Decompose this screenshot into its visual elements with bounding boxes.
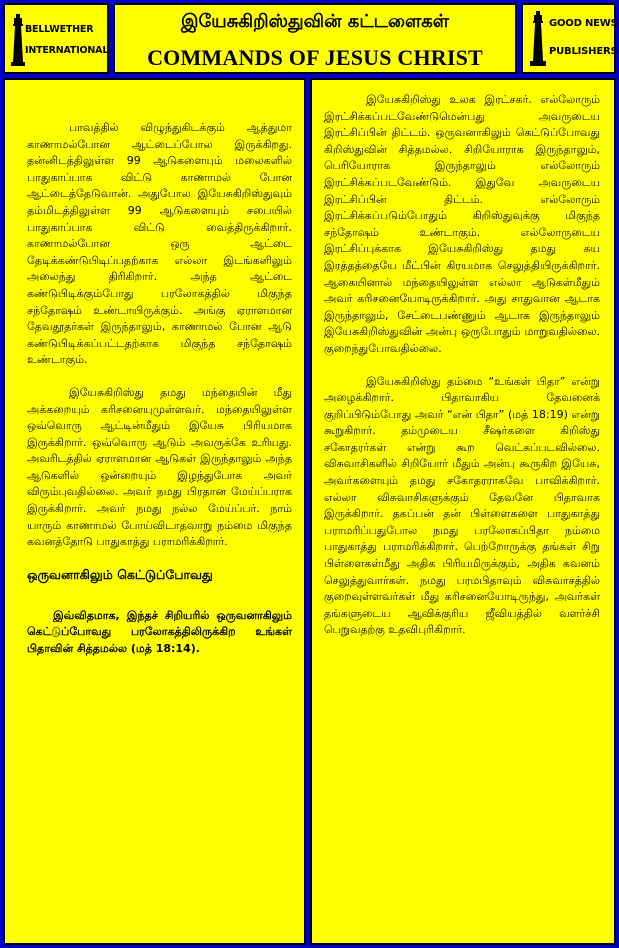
logo-line1: GOOD NEWS <box>549 18 618 29</box>
paragraph: பாவத்தில் விழுந்துகிடக்கும் ஆத்துமா காணாமல்போன ஆட்டைப்போல இருக்கிறது. தன்னிடத்திலுள்ள 99 ஆடுகளையும் மலைகளில் பாதுகாப்பாக விட்டு காணாமல் போன ஆட்டைத்தேடுவான். அதுபோல இயேசுகிறிஸ்துவும் தம்மிடத்திலுள்ள 99 ஆடுகளையும் சபையில் பாதுகாப்பாக விட்டு வைத்திருக்கிறார். காணாமல்போன ஒரு ஆட்டை தேடிக்கண்டுபிடிப்பதற்காக எல்லா இடங்களிலும் அலைந்து திரிகிறார். அந்த ஆட்டை கண்டுபிடிக்கும்போது பரலோகத்தில் மிகுந்த சந்தோஷம் உண்டாயிருக்கும். அங்கு ஏராளமான தேவதூதர்கள் இருந்தாலும், காணாமல் போன ஆடு கண்டுபிடிக்கப்பட்டதற்காக மிகுந்த சந்தோஷம் உண்டாகும். <box>27 121 292 367</box>
paragraph: இயேசுகிறிஸ்து உலக இரட்சகர். எல்லோரும் இரட்சிக்கப்படவேண்டுமென்பது அவருடைய இரட்சிப்பின் திட்டம். ஒருவனாகிலும் கெட்டுப்போவது கிறிஸ்துவின் சித்தமல்ல. சிறியோராக இருந்தாலும், பெரியோராக இருந்தாலும் எல்லோரும் இரட்சிக்கப்படவேண்டும். இதுவே அவருடைய இரட்சிப்பின் திட்டம். எல்லோரும் இரட்சிக்கப்படும்போதும் கிறிஸ்துவுக்கு மிகுந்த சந்தோஷம் உண்டாகும். எல்லோருடைய இரட்சிப்புக்காக இயேசுகிறிஸ்து தமது சுய இரத்தத்தையே மீட்பின் கிரயமாக செலுத்தியிருக்கிறார். ஆகையினால் மந்தையிலுள்ள எல்லா ஆடுகள்மீதும் அவர் கரிசனையோடிருக்கிறார். அது சாதுவான ஆடாக இருந்தாலும், சேட்டைபண்ணும் ஆடாக இருந்தாலும் இயேசுகிறிஸ்துவின் அன்பு ஒருபோதும் மாறுவதில்லை. குறைந்துபோவதில்லை. <box>324 93 600 355</box>
good-news-publishers-logo <box>521 3 616 74</box>
logo-line2: INTERNATIONAL <box>25 45 109 56</box>
logo-line1: BELLWETHER <box>25 24 94 35</box>
left-column <box>3 78 306 945</box>
page-title-english: COMMANDS OF JESUS CHRIST <box>147 45 483 70</box>
paragraph: இயேசுகிறிஸ்து தமது மந்தையின் மீது அக்கறையும் கரிசனையுமுள்ளவர். மந்தையிலுள்ள ஒவ்வொரு ஆட்டின்மீதும் இயேசு பிரியமாக இருக்கிறார். ஒவ்வொரு ஆடும் அவருக்கே உரியது. அவரிடத்தில் ஏராளமான ஆடுகள் இருந்தாலும் அந்த ஆடுகளில் ஒன்றையும் இழந்துபோக அவர் விரும்புவதில்லை. அவர் நமது பிரதான மேய்ப்பராக இருக்கிறார். அவர் நமது நல்ல மேய்ப்பர். நாம் யாரும் காணாமல் போய்விடாதவாறு நம்மை மிகுந்த கவனத்தோடு பாதுகாத்து பராமரிக்கிறார். <box>27 385 292 549</box>
right-column <box>310 78 616 945</box>
page-title-tamil: இயேசுகிறிஸ்துவின் கட்டளைகள் <box>180 11 450 32</box>
scripture-quote: இவ்விதமாக, இந்தச் சிறியரில் ஒருவனாகிலும் கெட்டுப்போவது பரலோகத்திலிருக்கிற உங்கள் பிதாவின் சித்தமல்ல (மத் 18:14). <box>27 608 292 656</box>
section-heading: ஒருவனாகிலும் கெட்டுப்போவது <box>27 566 213 582</box>
lighthouse-icon <box>11 14 25 66</box>
paragraph: இயேசுகிறிஸ்து தம்மை “உங்கள் பிதா” என்று அழைக்கிறார். பிதாவாகிய தேவனைக் குறிப்பிடும்போது அவர் “என் பிதா” (மத் 18:19) என்று கூறுகிறார். தம்முடைய சீஷர்களை கிறிஸ்து சகோதரர்கள் என்று கூற வெட்கப்படவில்லை. விசுவாசிகளில் சிறியோர் மீதும் அன்பு கூருகிற இயேசு, அவர்களையும் தமது சகோதரராகவே பாவிக்கிறார். எல்லா விசுவாசிகளுக்கும் தேவனே பிதாவாக இருக்கிறார். தகப்பன் தன் பிள்ளைகளை பாதுகாத்து பராமரிப்பதுபோல நமது பரலோகப்பிதா நம்மை பாதுகாத்து பராமரிக்கிறார். பெற்றோருக்கு தங்கள் சிறு பிள்ளைகள்மீது அதிக பிரியமிருக்கும், அதிக கவனம் செலுத்துவார்கள். நமது பரமபிதாவும் விசுவாசத்தில் குறைவுள்ளவர்கள் மீது கரிசனையோடிருந்து, அவர்கள் தங்களுடைய ஆவிக்குரிய ஜீவியத்தில் வளர்ச்சி பெறுவதற்கு உதவிபுரிகிறார். <box>324 374 600 637</box>
lighthouse-icon <box>530 11 546 67</box>
page-title-banner <box>113 3 517 74</box>
logo-line2: PUBLISHERS <box>549 46 618 57</box>
bellwether-logo <box>3 3 109 74</box>
